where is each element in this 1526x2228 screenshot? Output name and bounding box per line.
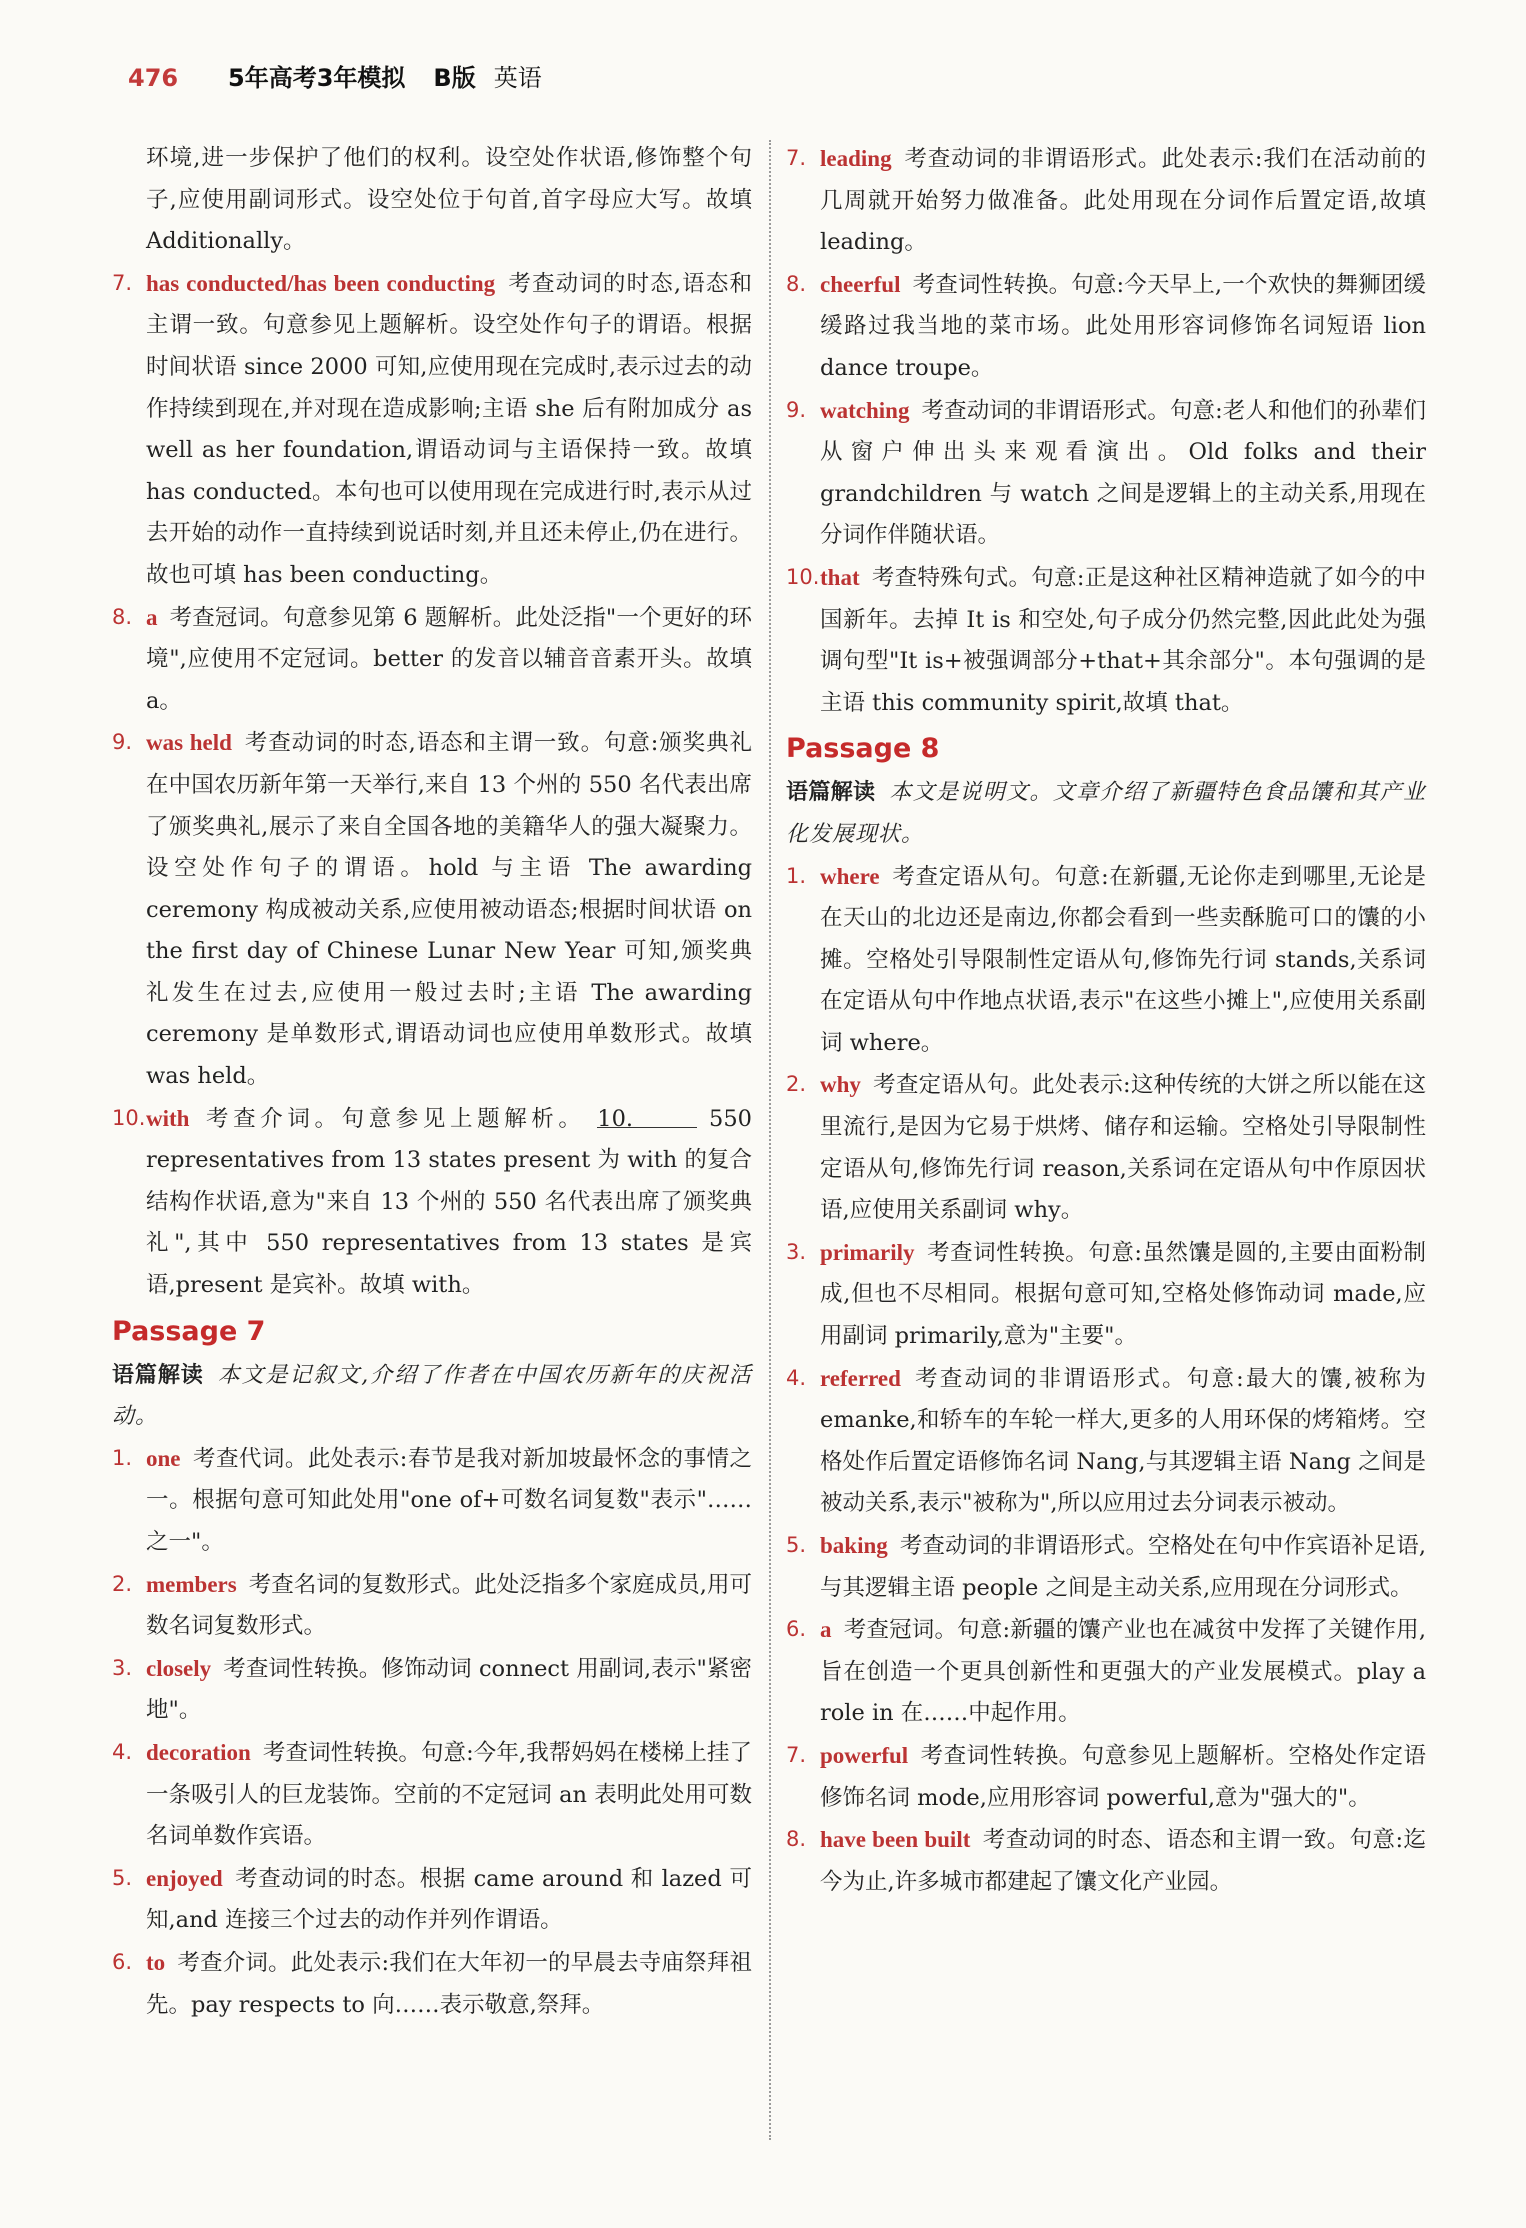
answer-key: members xyxy=(146,1571,237,1597)
answer-key: to xyxy=(146,1949,166,1975)
answer-item: 7. powerful 考查词性转换。句意参见上题解析。空格处作定语修饰名词 mode,应用形容词 powerful,意为"强大的"。 xyxy=(786,1742,1426,1811)
answer-item: 5. baking 考查动词的非谓语形式。空格处在句中作宾语补足语,与其逻辑主语 people 之间是主动关系,应用现在分词形式。 xyxy=(786,1533,1426,1601)
explanation: 考查定语从句。此处表示:这种传统的大饼之所以能在这里流行,是因为它易于烘烤、储存和运输。空格处引导限制性定语从句,修饰先行词 reason,关系词在定语从句中作原因状语,应使用关系副词 why。 xyxy=(820,1072,1426,1224)
explanation: 考查冠词。句意:新疆的馕产业也在减贫中发挥了关键作用,旨在创造一个更具创新性和更强大的产业发展模式。play a role in 在……中起作用。 xyxy=(820,1617,1426,1727)
explanation: 考查动词的时态,语态和主谓一致。句意:颁奖典礼在中国农历新年第一天举行,来自 13 个州的 550 名代表出席了颁奖典礼,展示了来自全国各地的美籍华人的强大凝聚力。设空处作句子的谓语。hold 与主语 The awarding ceremony 构成被动关系,应使用被动语态;根据时间状语 on the first day of Chinese Lunar New Year 可知,颁奖典礼发生在过去,应使用一般过去时;主语 The awarding ceremony 是单数形式,谓语动词也应使用单数形式。故填 was held。 xyxy=(146,730,752,1090)
answer-item: 2. members 考查名词的复数形式。此处泛指多个家庭成员,用可数名词复数形式。 xyxy=(112,1571,752,1640)
answer-item: 7. has conducted/has been conducting 考查动词的时态,语态和主谓一致。句意参见上题解析。设空处作句子的谓语。根据时间状语 since 2000 可知,应使用现在完成时,表示过去的动作持续到现在,并对现在造成影响;主语 she 后有附加成分 as well as her foundation,谓语动词与主语保持一致。故填 has conducted。本句也可以使用现在完成进行时,表示从过去开始的动作一直持续到说话时刻,并且还未停止,仍在进行。故也可填 has been conducting。 xyxy=(112,270,752,588)
answer-item: 9. watching 考查动词的非谓语形式。句意:老人和他们的孙辈们从窗户伸出头来观看演出。Old folks and their grandchildren 与 watch 之间是逻辑上的主动关系,用现在分词作伴随状语。 xyxy=(786,397,1426,549)
answer-item: 6. to 考查介词。此处表示:我们在大年初一的早晨去寺庙祭拜祖先。pay respects to 向……表示敬意,祭拜。 xyxy=(112,1949,752,2018)
answer-key: powerful xyxy=(820,1742,909,1768)
answer-item: 8. cheerful 考查词性转换。句意:今天早上,一个欢快的舞狮团缓缓路过我当地的菜市场。此处用形容词修饰名词短语 lion dance troupe。 xyxy=(786,271,1426,381)
explanation: 考查动词的非谓语形式。句意:最大的馕,被称为 emanke,和轿车的车轮一样大,更多的人用环保的烤箱烤。空格处作后置定语修饰名词 Nang,与其逻辑主语 Nang 之间是被动关系,表示"被称为",所以应用过去分词表示被动。 xyxy=(820,1365,1426,1517)
answer-key: referred xyxy=(820,1365,901,1391)
subject-label: 英语 xyxy=(493,64,542,92)
answer-item: 3. primarily 考查词性转换。句意:虽然馕是圆的,主要由面粉制成,但也不尽相同。根据句意可知,空格处修饰动词 made,应用副词 primarily,意为"主要"。 xyxy=(786,1239,1426,1350)
answer-key: a xyxy=(820,1617,832,1643)
answer-key: one xyxy=(146,1445,181,1471)
explanation: 考查冠词。句意参见第 6 题解析。此处泛指"一个更好的环境",应使用不定冠词。better 的发音以辅音音素开头。故填 a。 xyxy=(146,604,752,714)
continued-text: 环境,进一步保护了他们的权利。设空处作状语,修饰整个句子,应使用副词形式。设空处位于句首,首字母应大写。故填 Additionally。 xyxy=(146,145,752,255)
answer-key: that xyxy=(820,564,860,590)
explanation: 考查特殊句式。句意:正是这种社区精神造就了如今的中国新年。去掉 It is 和空处,句子成分仍然完整,因此此处为强调句型"It is+被强调部分+that+其余部分"。本句强调的是主语 this community spirit,故填 that。 xyxy=(820,564,1426,716)
column-divider xyxy=(769,140,771,2140)
answer-key: with xyxy=(146,1105,190,1131)
edition-label: B版 xyxy=(433,64,476,92)
passage-title: Passage 7 xyxy=(112,1315,266,1347)
answer-key: enjoyed xyxy=(146,1865,223,1891)
explanation: 考查定语从句。句意:在新疆,无论你走到哪里,无论是在天山的北边还是南边,你都会看到一些卖酥脆可口的馕的小摊。空格处引导限制性定语从句,修饰先行词 stands,关系词在定语从句中作地点状语,表示"在这些小摊上",应使用关系副词 where。 xyxy=(820,863,1426,1056)
answer-item: 4. decoration 考查词性转换。句意:今年,我帮妈妈在楼梯上挂了一条吸引人的巨龙装饰。空前的不定冠词 an 表明此处用可数名词单数作宾语。 xyxy=(112,1739,752,1850)
explanation: 考查词性转换。句意:今天早上,一个欢快的舞狮团缓缓路过我当地的菜市场。此处用形容词修饰名词短语 lion dance troupe。 xyxy=(820,271,1426,381)
explanation: 考查介词。句意参见上题解析。 xyxy=(201,1105,586,1132)
explanation: 考查词性转换。句意:虽然馕是圆的,主要由面粉制成,但也不尽相同。根据句意可知,空格处修饰动词 made,应用副词 primarily,意为"主要"。 xyxy=(820,1239,1426,1350)
answer-key: primarily xyxy=(820,1239,915,1265)
answer-item: 6. a 考查冠词。句意:新疆的馕产业也在减贫中发挥了关键作用,旨在创造一个更具创新性和更强大的产业发展模式。play a role in 在……中起作用。 xyxy=(786,1617,1426,1727)
explanation: 考查动词的时态。根据 came around 和 lazed 可知,and 连接三个过去的动作并列作谓语。 xyxy=(146,1865,752,1934)
explanation: 550 representatives from 13 states present 为 with 的复合结构作状语,意为"来自 13 个州的 550 名代表出席了颁奖典礼",其中 550 representatives from 13 states 是宾语,present 是宾补。故填 with。 xyxy=(146,1105,752,1299)
answer-item: 9. was held 考查动词的时态,语态和主谓一致。句意:颁奖典礼在中国农历新年第一天举行,来自 13 个州的 550 名代表出席了颁奖典礼,展示了来自全国各地的美籍华人的强大凝聚力。设空处作句子的谓语。hold 与主语 The awarding ceremony 构成被动关系,应使用被动语态;根据时间状语 on the first day of Chinese Lunar New Year 可知,颁奖典礼发生在过去,应使用一般过去时;主语 The awarding ceremony 是单数形式,谓语动词也应使用单数形式。故填 was held。 xyxy=(112,730,752,1090)
explanation: 考查动词的非谓语形式。空格处在句中作宾语补足语,与其逻辑主语 people 之间是主动关系,应用现在分词形式。 xyxy=(820,1533,1426,1601)
explanation: 考查代词。此处表示:春节是我对新加坡最怀念的事情之一。根据句意可知此处用"one of+可数名词复数"表示"……之一"。 xyxy=(146,1445,752,1555)
answer-item: 8. have been built 考查动词的时态、语态和主谓一致。句意:迄今为止,许多城市都建起了馕文化产业园。 xyxy=(786,1827,1426,1895)
answer-key: cheerful xyxy=(820,271,901,297)
answer-item: 5. enjoyed 考查动词的时态。根据 came around 和 lazed 可知,and 连接三个过去的动作并列作谓语。 xyxy=(112,1865,752,1934)
answer-key: watching xyxy=(820,397,910,423)
explanation: 考查动词的非谓语形式。此处表示:我们在活动前的几周就开始努力做准备。此处用现在分词作后置定语,故填 leading。 xyxy=(820,146,1426,256)
answer-item: 3. closely 考查词性转换。修饰动词 connect 用副词,表示"紧密地"。 xyxy=(112,1655,752,1724)
explanation: 考查动词的时态、语态和主谓一致。句意:迄今为止,许多城市都建起了馕文化产业园。 xyxy=(820,1827,1426,1895)
answer-key: has conducted/has been conducting xyxy=(146,270,496,296)
passage-intro: 语篇解读 本文是说明文。文章介绍了新疆特色食品馕和其产业化发展现状。 xyxy=(786,780,1426,847)
page-header xyxy=(128,58,542,102)
passage-title: Passage 8 xyxy=(786,733,940,765)
answer-key: why xyxy=(820,1072,861,1098)
answer-item: 10. that 考查特殊句式。句意:正是这种社区精神造就了如今的中国新年。去掉 It is 和空处,句子成分仍然完整,因此此处为强调句型"It is+被强调部分+that+其余部分"。本句强调的是主语 this community spirit,故填 that。 xyxy=(786,564,1426,716)
answer-item: 7. leading 考查动词的非谓语形式。此处表示:我们在活动前的几周就开始努力做准备。此处用现在分词作后置定语,故填 leading。 xyxy=(786,146,1426,256)
answer-key: where xyxy=(820,863,880,889)
explanation: 考查动词的时态,语态和主谓一致。句意参见上题解析。设空处作句子的谓语。根据时间状语 since 2000 可知,应使用现在完成时,表示过去的动作持续到现在,并对现在造成影响;主语 she 后有附加成分 as well as her foundation,谓语动词与主语保持一致。故填 has conducted。本句也可以使用现在完成进行时,表示从过去开始的动作一直持续到说话时刻,并且还未停止,仍在进行。故也可填 has been conducting。 xyxy=(146,270,752,588)
right-column xyxy=(786,138,1426,1903)
answer-key: leading xyxy=(820,146,892,171)
explanation: 考查动词的非谓语形式。句意:老人和他们的孙辈们从窗户伸出头来观看演出。Old folks and their grandchildren 与 watch 之间是逻辑上的主动关系,用现在分词作伴随状语。 xyxy=(820,397,1426,549)
answer-item: 10. with 考查介词。句意参见上题解析。 10. 550 representatives from 13 states present 为 with 的复合结构作状语,意为"来自 13 个州的 550 名代表出席了颁奖典礼",其中 550 representatives from 13 states 是宾语,present 是宾补。故填 with。 xyxy=(112,1098,752,1307)
page-number: 476 xyxy=(128,64,179,92)
answer-key: was held xyxy=(146,730,232,756)
explanation: 考查词性转换。修饰动词 connect 用副词,表示"紧密地"。 xyxy=(146,1655,752,1724)
answer-item: 1. one 考查代词。此处表示:春节是我对新加坡最怀念的事情之一。根据句意可知此处用"one of+可数名词复数"表示"……之一"。 xyxy=(112,1445,752,1555)
answer-key: closely xyxy=(146,1655,212,1681)
answer-key: baking xyxy=(820,1533,888,1558)
explanation: 考查词性转换。句意参见上题解析。空格处作定语修饰名词 mode,应用形容词 powerful,意为"强大的"。 xyxy=(820,1742,1426,1811)
explanation: 考查介词。此处表示:我们在大年初一的早晨去寺庙祭拜祖先。pay respects to 向……表示敬意,祭拜。 xyxy=(146,1949,752,2018)
left-column xyxy=(112,138,752,2026)
passage-intro: 语篇解读 本文是记叙文,介绍了作者在中国农历新年的庆祝活动。 xyxy=(112,1362,752,1430)
explanation: 考查名词的复数形式。此处泛指多个家庭成员,用可数名词复数形式。 xyxy=(146,1571,752,1640)
answer-item: 2. why 考查定语从句。此处表示:这种传统的大饼之所以能在这里流行,是因为它易于烘烤、储存和运输。空格处引导限制性定语从句,修饰先行词 reason,关系词在定语从句中作原因状语,应使用关系副词 why。 xyxy=(786,1072,1426,1224)
book-title: 5年高考3年模拟 xyxy=(228,64,406,92)
explanation: 考查词性转换。句意:今年,我帮妈妈在楼梯上挂了一条吸引人的巨龙装饰。空前的不定冠词 an 表明此处用可数名词单数作宾语。 xyxy=(146,1739,752,1850)
answer-key: decoration xyxy=(146,1739,251,1765)
answer-key: have been built xyxy=(820,1827,971,1853)
answer-item: 1. where 考查定语从句。句意:在新疆,无论你走到哪里,无论是在天山的北边还是南边,你都会看到一些卖酥脆可口的馕的小摊。空格处引导限制性定语从句,修饰先行词 stands,关系词在定语从句中作地点状语,表示"在这些小摊上",应使用关系副词 where。 xyxy=(786,863,1426,1056)
answer-item: 4. referred 考查动词的非谓语形式。句意:最大的馕,被称为 emanke,和轿车的车轮一样大,更多的人用环保的烤箱烤。空格处作后置定语修饰名词 Nang,与其逻辑主语 Nang 之间是被动关系,表示"被称为",所以应用过去分词表示被动。 xyxy=(786,1365,1426,1517)
answer-key: a xyxy=(146,604,158,630)
answer-item: 8. a 考查冠词。句意参见第 6 题解析。此处泛指"一个更好的环境",应使用不定冠词。better 的发音以辅音音素开头。故填 a。 xyxy=(112,604,752,714)
underline-blank: 10. xyxy=(597,1099,697,1128)
